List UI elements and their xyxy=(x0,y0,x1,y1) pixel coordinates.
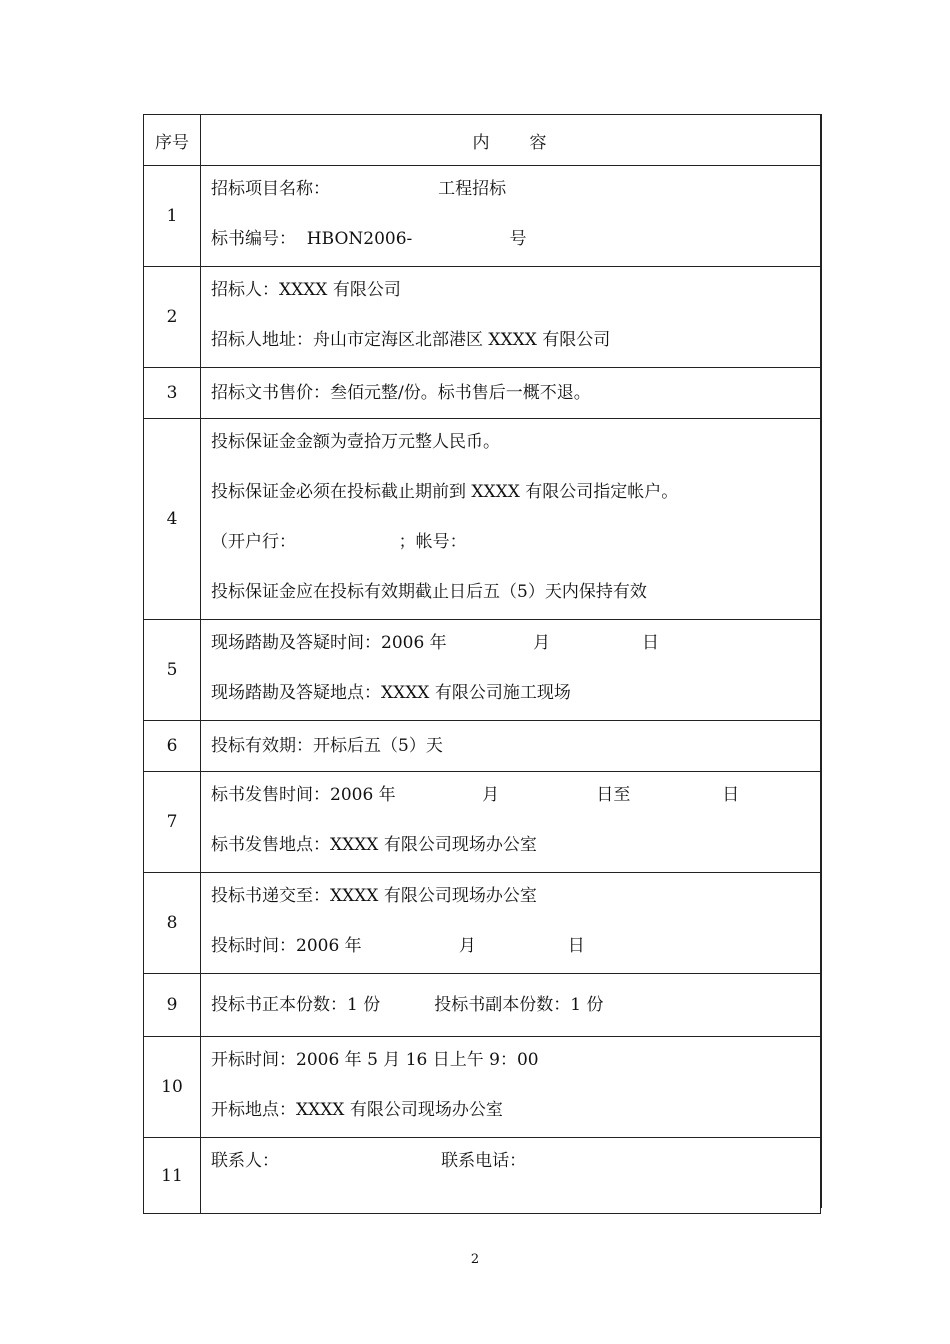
content-line: 现场踏勘及答疑地点：XXXX 有限公司施工现场 xyxy=(211,683,571,703)
content-line: 招标文书售价：叁佰元整/份。标书售后一概不退。 xyxy=(211,383,591,403)
row-number: 5 xyxy=(144,620,201,721)
row-content xyxy=(201,974,821,1037)
content-line: 投标有效期：开标后五（5）天 xyxy=(211,736,443,756)
content-line: 标书发售地点：XXXX 有限公司现场办公室 xyxy=(211,835,537,855)
table-row xyxy=(144,772,821,873)
table-row xyxy=(144,166,821,267)
content-line: 投标时间：2006 年 月 日 xyxy=(211,936,585,956)
row-content xyxy=(201,166,821,267)
table-row xyxy=(144,620,821,721)
content-line: 投标保证金必须在投标截止期前到 XXXX 有限公司指定帐户。 xyxy=(211,482,679,502)
content-line: 开标时间：2006 年 5 月 16 日上午 9：00 xyxy=(211,1050,539,1070)
content-line: 标书发售时间：2006 年 月 日至 日 xyxy=(211,785,740,805)
content-line: 投标书正本份数：1 份 投标书副本份数：1 份 xyxy=(211,995,604,1015)
content-line: 联系人： 联系电话： xyxy=(211,1151,527,1171)
content-line: 招标项目名称： 工程招标 xyxy=(211,179,507,199)
row-number: 2 xyxy=(144,267,201,368)
row-content xyxy=(201,1037,821,1138)
table-row xyxy=(144,974,821,1037)
row-content xyxy=(201,721,821,772)
row-content xyxy=(201,772,821,873)
row-number: 3 xyxy=(144,368,201,419)
table-row xyxy=(144,721,821,772)
content-line: 投标保证金金额为壹拾万元整人民币。 xyxy=(211,432,500,452)
row-content xyxy=(201,267,821,368)
content-line: （开户行： ；帐号： xyxy=(211,532,467,552)
row-number: 11 xyxy=(144,1138,201,1214)
table-row xyxy=(144,267,821,368)
row-number: 6 xyxy=(144,721,201,772)
table-right-border xyxy=(820,114,822,1208)
row-number: 4 xyxy=(144,419,201,620)
content-line: 投标保证金应在投标有效期截止日后五（5）天内保持有效 xyxy=(211,582,647,602)
row-content xyxy=(201,620,821,721)
table-row xyxy=(144,1138,821,1214)
header-content: 内 容 xyxy=(201,115,821,166)
row-content xyxy=(201,1138,821,1214)
table-row xyxy=(144,1037,821,1138)
content-line: 投标书递交至：XXXX 有限公司现场办公室 xyxy=(211,886,537,906)
content-line: 现场踏勘及答疑时间：2006 年 月 日 xyxy=(211,633,659,653)
table-row xyxy=(144,873,821,974)
row-number: 7 xyxy=(144,772,201,873)
header-seq: 序号 xyxy=(144,115,201,166)
page-number: 2 xyxy=(470,1252,480,1267)
row-number: 1 xyxy=(144,166,201,267)
content-line: 开标地点：XXXX 有限公司现场办公室 xyxy=(211,1100,503,1120)
row-content xyxy=(201,368,821,419)
row-number: 9 xyxy=(144,974,201,1037)
row-number: 8 xyxy=(144,873,201,974)
table-header-row xyxy=(144,115,821,166)
row-content xyxy=(201,419,821,620)
row-number: 10 xyxy=(144,1037,201,1138)
content-line: 招标人地址：舟山市定海区北部港区 XXXX 有限公司 xyxy=(211,330,611,350)
bidding-info-table xyxy=(143,114,821,1214)
content-line: 招标人：XXXX 有限公司 xyxy=(211,280,401,300)
content-line: 标书编号： HBON2006- 号 xyxy=(211,229,527,249)
table-row xyxy=(144,368,821,419)
row-content xyxy=(201,873,821,974)
table-row xyxy=(144,419,821,620)
